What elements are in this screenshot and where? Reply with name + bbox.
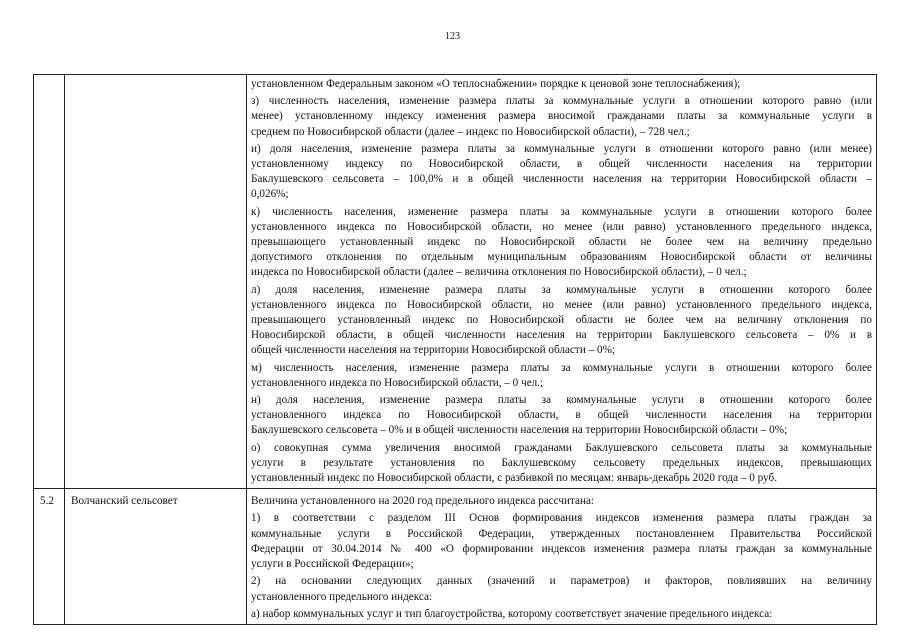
paragraph-line: индекса по Новосибирской области (далее – величина отклонения по Новосибирской области), – 0 чел.; bbox=[251, 266, 747, 279]
row-number-cell: 5.2 bbox=[34, 489, 65, 625]
page-number: 123 bbox=[445, 31, 460, 42]
paragraph-line: установленного индекса по Новосибирской области, но менее (или равно) установленного предельного индекса, bbox=[251, 298, 872, 311]
paragraph-line: Баклушевского сельсовета – 0% и в общей численности населения на территории Новосибирской области – 0%; bbox=[251, 424, 788, 437]
paragraph-line: о) совокупная сумма увеличения вносимой гражданами Баклушевского сельсовета платы за коммунальные bbox=[251, 441, 872, 454]
paragraph-line: 2) на основании следующих данных (значений и параметров) и факторов, повлиявших на величину bbox=[251, 575, 872, 588]
table-row bbox=[34, 75, 877, 489]
paragraph-line: превышающего установленный индекс по Новосибирской области не более чем на величину предельно bbox=[251, 236, 872, 249]
paragraph-line: 0,026%; bbox=[251, 188, 289, 201]
paragraph-line: установленному индексу по Новосибирской области, в общей численности населения на территории bbox=[251, 158, 872, 171]
paragraph-line: среднем по Новосибирской области (далее – индекс по Новосибирской области), – 728 чел.; bbox=[251, 125, 690, 138]
paragraph-line: установленного индекса по Новосибирской области, – 0 чел.; bbox=[251, 376, 544, 389]
row-text-block bbox=[251, 494, 872, 622]
paragraph-line: допустимого отклонения по отдельным муниципальным образованиям Новосибирской области от величины bbox=[251, 251, 872, 264]
row-text-block bbox=[251, 77, 872, 486]
row-number-cell bbox=[34, 75, 65, 489]
paragraph-line: установленного индекса по Новосибирской области, но менее (или равно) установленного предельного индекса, bbox=[251, 220, 872, 233]
paragraph-line: и) доля населения, изменение размера платы за коммунальные услуги в отношении которого равно (или менее) bbox=[251, 142, 872, 155]
paragraph-line: коммунальные услуги в Российской Федерации, утвержденных постановлением Правительства Российской bbox=[251, 527, 872, 540]
paragraph-line: услуги в результате установления по Баклушевскому сельсовету предельных индексов, превышающих bbox=[251, 456, 872, 469]
paragraph-line: менее) установленному индексу изменения размера вносимой гражданами платы за коммунальные услуги в bbox=[251, 110, 872, 123]
row-text-cell bbox=[247, 489, 877, 625]
paragraph-line: установленном Федеральным законом «О теплоснабжении» порядке к ценовой зоне теплоснабжения); bbox=[251, 78, 741, 90]
paragraph-line: услуги в Российской Федерации»; bbox=[251, 558, 414, 571]
paragraph-line: з) численность населения, изменение размера платы за коммунальные услуги в отношении которого равно (или bbox=[251, 95, 872, 108]
paragraph-line: к) численность населения, изменение размера платы за коммунальные услуги в отношении которого более bbox=[251, 205, 872, 218]
row-text-cell bbox=[247, 75, 877, 489]
paragraph-line: превышающего установленный индекс по Новосибирской области не более чем на величину отклонения по bbox=[251, 314, 872, 327]
paragraph-line: Новосибирской области, в общей численности населения на территории Баклушевского сельсовета – 0% и в bbox=[251, 329, 872, 342]
paragraph-line: установленного индекса по Новосибирской области, в общей численности населения на территории bbox=[251, 409, 872, 422]
table-row bbox=[34, 489, 877, 625]
row-name-cell: Волчанский сельсовет bbox=[65, 489, 247, 625]
paragraph-line: н) доля населения, изменение размера платы за коммунальные услуги в отношении которого более bbox=[251, 394, 872, 407]
document-table bbox=[33, 74, 877, 625]
paragraph-line: 1) в соответствии с разделом III Основ формирования индексов изменения размера платы граждан за bbox=[251, 512, 872, 525]
row-name-cell bbox=[65, 75, 247, 489]
paragraph-line: л) доля населения, изменение размера платы за коммунальные услуги в отношении которого более bbox=[251, 283, 872, 296]
paragraph-line: Баклушевского сельсовета – 100,0% и в общей численности населения на территории Новосибирской области – bbox=[251, 173, 872, 186]
paragraph-line: установленный индекс по Новосибирской области, с разбивкой по месяцам: январь-декабрь 2020 года – 0 руб. bbox=[251, 472, 777, 485]
paragraph-line: Величина установленного на 2020 год предельного индекса рассчитана: bbox=[251, 495, 595, 508]
paragraph-line: установленного предельного индекса: bbox=[251, 590, 433, 603]
paragraph-line: м) численность населения, изменение размера платы за коммунальные услуги в отношении которого более bbox=[251, 361, 872, 374]
paragraph-line: а) набор коммунальных услуг и тип благоустройства, которому соответствует значение предельного индекса: bbox=[251, 607, 773, 620]
paragraph-line: Федерации от 30.04.2014 № 400 «О формировании индексов изменения размера платы граждан за коммунальные bbox=[251, 542, 872, 555]
paragraph-line: общей численности населения на территории Новосибирской области – 0%; bbox=[251, 344, 616, 357]
